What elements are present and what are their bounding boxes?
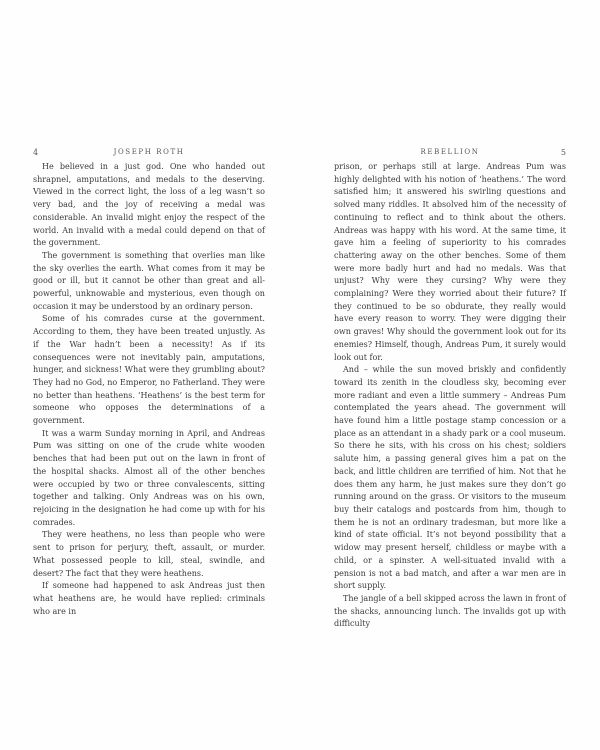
paragraph: The government is something that overlies man like the sky overlies the earth. What comes from it may be good or ill, but it cannot be other than great and all-powerful, unknowable and mysterious, even though on occasion it may be understood by an ordinary person. (33, 250, 265, 311)
body-text (334, 161, 566, 631)
page-number: 5 (560, 148, 566, 157)
paragraph: And – while the sun moved briskly and confidently toward its zenith in the cloudless sky, becoming ever more radiant and even a little summery – Andreas Pum contemplated the years ahead. The government will have found him a little postage stamp concession or a place as an attendant in a shady park or a cool museum. So there he sits, with his cross on his chest; soldiers salute him, a passing general gives him a pat on the back, and little children are terrified of him. Not that he does them any harm, he just makes sure they don’t go running around on the grass. Or visitors to the museum buy their catalogs and postcards from him, though to them he is not an ordinary tradesman, but more like a kind of state official. It’s not beyond possibility that a widow may present herself, childless or maybe with a child, or a spinster. A well-situated invalid with a pension is not a bad match, and after a war men are in short supply. (334, 365, 566, 591)
paragraph: The jangle of a bell skipped across the lawn in front of the shacks, announcing lunch. The invalids got up with difficulty (334, 593, 566, 629)
running-head (334, 148, 566, 161)
left-page (33, 148, 265, 618)
paragraph: If someone had happened to ask Andreas just then what heathens are, he would have replied: criminals who are in (33, 581, 265, 616)
paragraph: Some of his comrades curse at the government. According to them, they have been treated unjustly. As if the War hadn’t been a necessity! As if its consequences were not inevitably pain, amputations, hunger, and sickness! What were they grumbling about? They had no God, no Emperor, no Fatherland. They were no better than heathens. ‘Heathens’ is the best term for someone who opposes the determinations of a government. (33, 314, 265, 426)
paragraph: It was a warm Sunday morning in April, and Andreas Pum was sitting on one of the crude white wooden benches that had been put out on the lawn in front of the hospital shacks. Almost all of the other benches were occupied by two or three convalescents, sitting together and talking. Only Andreas was on his own, rejoicing in the designation he had come up with for his comrades. (33, 428, 265, 527)
page-number: 4 (33, 148, 39, 157)
author-name: JOSEPH ROTH (113, 148, 185, 156)
right-page (334, 148, 566, 631)
book-title: REBELLION (420, 148, 480, 156)
running-head (33, 148, 265, 161)
paragraph: prison, or perhaps still at large. Andreas Pum was highly delighted with his notion of ‘heathens.’ The word satisfied him; it answered his swirling questions and solved many riddles. It absolved him of the necessity of continuing to reflect and to think about the others. Andreas was happy with his word. At the same time, it gave him a feeling of superiority to his comrades chattering away on the other benches. Some of them were more badly hurt and had no medals. Was that unjust? Why were they cursing? Why were they complaining? Were they worried about their future? If they continued to be so obdurate, they really would have every reason to worry. They were digging their own graves! Why should the government look out for its enemies? Himself, though, Andreas Pum, it surely would look out for. (334, 162, 566, 362)
body-text (33, 161, 265, 618)
paragraph: They were heathens, no less than people who were sent to prison for perjury, theft, assault, or murder. What possessed people to kill, steal, swindle, and desert? The fact that they were heathens. (33, 530, 265, 578)
paragraph: He believed in a just god. One who handed out shrapnel, amputations, and medals to the deserving. Viewed in the correct light, the loss of a leg wasn’t so very bad, and the joy of receiving a medal was considerable. An invalid might enjoy the respect of the world. An invalid with a medal could depend on that of the government. (33, 162, 265, 248)
